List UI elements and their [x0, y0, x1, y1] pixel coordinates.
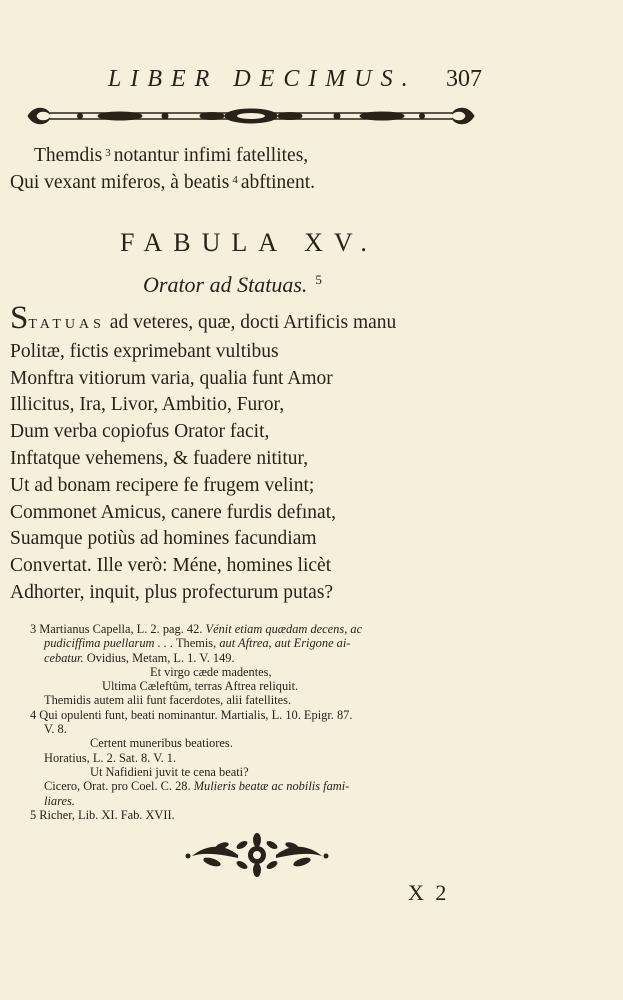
footnote-line: Ut Nafidieni juvit te cena beati?	[90, 764, 249, 779]
poem-line: Illicitus, Ira, Livor, Ambitio, Furor,	[10, 394, 285, 416]
footnote-line	[30, 794, 500, 808]
footnote-text: 3 Martianus Capella, L. 2. pag. 42.	[30, 622, 203, 636]
footnote-line: V. 8.	[44, 722, 67, 737]
poem-line: Suamque potiùs ad homines facundiam	[10, 528, 317, 550]
footnote-line	[30, 651, 500, 665]
footnotes	[30, 622, 500, 822]
poem-line: Politæ, fictis exprimebant vultibus	[10, 340, 279, 362]
ornamental-rule	[20, 100, 482, 132]
footnote-text: Ovidius, Metam, L. 1. V. 149.	[86, 650, 235, 665]
footnote-quote: pudiciffima puellarum . . .	[44, 636, 174, 651]
fabula-subtitle-text: Orator ad Statuas.	[143, 272, 308, 297]
footnote-ref-3: 3	[105, 147, 111, 159]
poem-line: Adhorter, inquit, plus profecturum putas?	[10, 581, 334, 603]
footnote-quote: Mulieris beatæ ac nobilis fami-	[193, 779, 350, 794]
poem-line: Commonet Amicus, canere furdis defınat,	[10, 501, 336, 523]
intro-line-1-end: notantur infimi fatellites,	[113, 145, 309, 166]
footnote-quote: liares.	[44, 793, 75, 808]
footnote-line	[30, 622, 500, 636]
poem-line: Convertat. Ille verò: Méne, homines licèt	[10, 555, 332, 577]
fabula-subtitle	[143, 272, 322, 298]
footnote-text: Themis,	[175, 636, 217, 651]
footnote-quote: cebatur.	[44, 650, 84, 665]
fleuron-ornament	[182, 832, 332, 878]
footnote-ref-5: 5	[315, 272, 322, 287]
footnote-quote: Vénit etiam quædam decens, ac	[205, 622, 363, 636]
intro-line-2-end: abftinent.	[240, 172, 315, 193]
intro-line-1-start: Themdis	[34, 145, 103, 166]
footnote-text: Cicero, Orat. pro Coel. C. 28.	[44, 779, 191, 794]
footnote-quote: aut Aftrea, aut Erigone ai-	[219, 636, 351, 651]
poem	[10, 300, 397, 607]
drop-cap: S	[10, 300, 29, 336]
intro-line-2	[10, 172, 315, 194]
poem-line	[10, 300, 397, 339]
running-title: LIBER DECIMUS.	[108, 66, 417, 92]
footnote-line: Themidis autem alii funt facerdotes, alii fatellites.	[44, 693, 292, 708]
footnote-line: 5 Richer, Lib. XI. Fab. XVII.	[30, 807, 175, 822]
poem-line: Ut ad bonam recipere fe frugem velint;	[10, 474, 315, 496]
fabula-title: FABULA XV.	[120, 228, 378, 257]
footnote-line: Ultima Cæleftûm, terras Aftrea reliquit.	[102, 679, 299, 694]
page-number: 307	[446, 66, 482, 92]
first-line-rest: ad veteres, quæ, docti Artificis manu	[104, 312, 397, 333]
poem-line: Inftatque vehemens, & fuadere nititur,	[10, 447, 309, 469]
footnote-line	[30, 636, 500, 650]
footnote-line: Et virgo cæde madentes,	[150, 664, 272, 679]
poem-line: Dum verba copiofus Orator facit,	[10, 421, 270, 443]
footnote-line: Horatius, L. 2. Sat. 8. V. 1.	[44, 750, 177, 765]
first-word-rest: TATUAS	[28, 317, 105, 332]
footnote-line: 4 Qui opulenti funt, beati nominantur. Martialis, L. 10. Epigr. 87.	[30, 707, 353, 722]
footnote-line	[30, 779, 500, 793]
footnote-line: Certent muneribus beatiores.	[90, 736, 233, 751]
footnote-ref-4: 4	[232, 174, 238, 186]
intro-line-2-start: Qui vexant miferos, à beatis	[10, 172, 230, 193]
intro-line-1	[34, 145, 308, 167]
poem-line: Monftra vitiorum varia, qualia funt Amor	[10, 367, 333, 389]
signature-mark: X 2	[408, 880, 450, 905]
